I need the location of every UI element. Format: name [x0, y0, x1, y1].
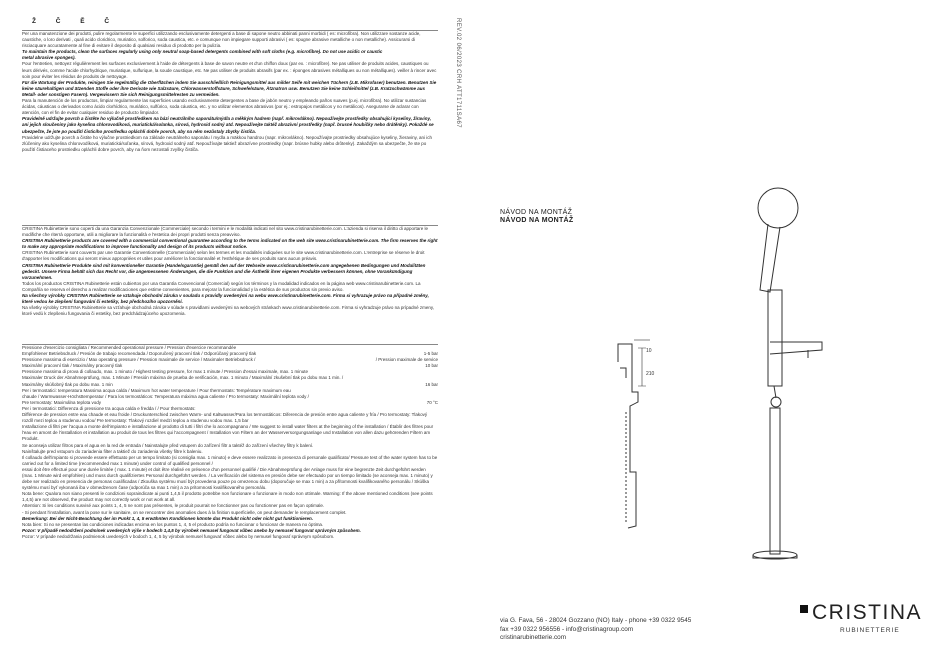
install-paragraph: Nainštalujte pred vstupom do zariadenia filter a taktiež do zariadenia všetky filtre k baleniu.	[22, 448, 203, 454]
care-paragraph: metal abrasive sponges).	[22, 55, 76, 61]
manual-title	[500, 209, 573, 225]
base-plate	[753, 555, 797, 558]
spout	[770, 342, 822, 354]
install-paragraph: Se aconseja utilizar filtros para el agua en la red de entrada / Nainstalujte před vstupem do zařízení filtr a taktéž do zařízení všechny filtry k balení.	[22, 442, 314, 448]
spec-value: / Pression maximale de service	[375, 357, 438, 363]
install-paragraph: Attention: Si les conditions susvisé aux points 1, 4, 5 ne sont pas présentes, le produit pourrait ne fonctionner pas ou fonctionner pas en façon optimale.	[22, 503, 325, 509]
brand-subtitle: RUBINETTERIE	[840, 627, 900, 634]
spec-label: Pressione d'esercizio consigliata / Recommended operational pressure / Pression d'exercice recommandée	[22, 345, 237, 350]
install-paragraph: - Si pendant l'installation, avant la pose sur le sanitaire, on se rencontrer des anomalies dues à la finition superficielle, on peut demander le remplacement complet.	[22, 509, 347, 515]
care-paragraph: Pravidelne udržujte povrch a čistite ho výlučne prostriedkom na základe neutrálneho saponátu / mydla a mäkkou handrou (napr. mikrovlákno). Nepoužívajte prostriedky obsahujúce kyseliny, žieraviny, ani ich zlúčeniny ako kyselina chlorovodíková, muriatická/soľanka, sírová, hydroxid sodný atď. Nepoužívajte taktiež abrazívne prostriedky (napr. brúsne hubky alebo drôtenky). Zakaždým sa ubezpečte, že ste po použití čistiaceho prostriedku opláchli dobre povrch, aby na ňom nezostali zvyšky čističa.	[22, 134, 433, 152]
install-paragraph: Différence de pression entre eau chaude et eau froide / Druckunterschied zwischen Warm- und Kaltwasser/Para los termostáticos: Diferencia de presión entre agua caliente y fría / Pro termostaty: Tlakový rozdíl mezi teplou a studenou vodou/ Pre termostaty: Tlakový rozdiel medzi teplou a studenou vodou max. 1,5 bar	[22, 412, 428, 424]
warranty-paragraph: CRISTINA Rubinetterie sono coperti da una Garanzia Convenzionale (Commerciale) secondo i termini e le modalità indicati nel sito www.cristinarubinetterie.com. L'azienda si riserva il diritto di apportare le modifiche che riterrà opportune, utili a migliorare la funzionalità e l'estetica dei propri prodotti senza preavviso.	[22, 226, 429, 238]
install-paragraph: Pozor: V prípade nedodržania podmienok uvedených v bodoch 1, 4, 5 by výrobok nemusel fungovať vôbec alebo by nemusel fungovať správnym spôsobom.	[22, 533, 335, 539]
care-text	[22, 31, 438, 153]
warranty-paragraph: Na všechny výrobky CRISTINA Rubinetterie se vztahuje obchodní záruka v souladu s pravidly uvedenými na webu www.cristinarubinetterie.com. Firma si vyhrazuje právo na případné změny, které vedou ke zlepšení fungování či estetiky, bez předchozího upozornění.	[22, 293, 429, 305]
care-paragraph: Pravidelně udržujte povrch a čistěte ho výlučně prostředkem na bázi neutrálního saponátu/mýdla a měkkým hadrem (např. mikrovlákno). Nepoužívejte prostředky obsahující kyseliny, žíraviny, ani jejich sloučeniny jako kyselina chlorovodíková, muriatická/solanka, sírová, hydroxid sodný atd. Nepoužívejte taktéž abrazivní prostředky (např. brusné houbičky nebo drátěnky). Pokaždé se ubezpečte, že jste po použití čisticího prostředku opláchli dobře povrch, aby na něm nezůstaly zbytky čističa.	[22, 116, 434, 134]
dimension-lines	[634, 340, 650, 386]
warranty-paragraph: CRISTINA Rubinetterie products are covered with a commercial conventional guarantee according to the terms indicated on the web site www.cristinarubinetterie.com. The firm reserves the right to make any appropriate modifications to improve functionality and design of its products without notice.	[22, 238, 438, 250]
warranty-text	[22, 226, 438, 317]
spec-label: Pre termostaty: Maximálna teplota vody	[22, 399, 102, 405]
install-paragraph: Nota bene: Qualora non siano presenti le condizioni sopraindicate ai punti 1,4,5 il prodotto potrebbe non funzionare o funzionare in modo non ottimale. Warning: If the above mentioned conditions (see points 1,4,5) are not observed, the product may not correctly work or not work at all.	[22, 491, 433, 503]
spec-value: 1-5 bar	[423, 351, 438, 357]
spec-label: Maximální pracovní tlak / Maximálny pracovný tlak	[22, 363, 123, 369]
care-paragraph: Pour l'entretien, nettoyez régulièrement les surfaces exclusivement à l'aide de détergents à base de savon neutre et d'un chiffon doux (par ex. : microfibre). Ne pas utiliser de produits acides, caustiques ou leurs dérivés, comme l'acide chlorhydrique, muriatique, sulfurique, la soude caustique, etc. Ne pas utiliser de produits abrasifs (par ex. : éponges abrasives métalliques ou non métalliques). veiller à rincer avec soin pour éviter les résidus de produits de nettoyage.	[22, 61, 437, 79]
dim-label-b: 10	[646, 348, 652, 354]
side-elevation	[618, 344, 638, 528]
install-paragraph: Bemerkung: Bei der Nicht-Beachtung der im Punkt 1, 4, 5 erwähnten Konditionen könnte das Produkt nicht oder nicht gut funktionieren.	[22, 515, 314, 521]
address-line-3: cristinarubinetterie.com	[500, 634, 567, 641]
warranty-paragraph: CRISTINA Rubinetterie Produkte sind mit konventioneller Garantie (Handelsgarantie) gemäß den auf der Webseite www.cristinarubinetterie.com angegebenen Bedingungen und Modalitäten gedeckt. Unsere Firma behält sich das Recht vor, die angemessenen Änderungen, die die Funktion und die Ästhetik ihrer eigenen Produkte verbessern können, ohne Vorankündigung vorzunehmen.	[22, 262, 426, 280]
install-paragraph: Il collaudo dell'impianto si provvede essere effettuato per un tempo limitato (si consiglia max. 1 minuto) e deve essere realizzato in presenza di personale qualificato/ Pressure test of the water system has to be carried out for a limited time (recommended max 1 minute) under control of qualified personnel /	[22, 454, 438, 466]
side-detail	[620, 368, 626, 378]
care-section	[22, 30, 438, 153]
spec-label: Pressione massima di prova di collaudo, max. 1 minuto / Highest testing pressure, for max 1 minute / Pression d'essai maximale, max. 1 minute	[22, 369, 308, 375]
spec-value: 10 bar	[425, 363, 438, 369]
address-line-2: fax +39 0322 956556 - info@cristinagroup.com	[500, 625, 634, 633]
care-paragraph: Per una manutenzione dei prodotti, pulire regolarmente le superfici utilizzando esclusivamente detergenti a base di sapone neutro abbinati panni morbidi ( es: microfibra). Non utilizzare sostanze acide, caustiche, o loro derivati , quali acido cloridrico, muriatico, solforico, soda caustica, etc. e comunque non impiegare supporti abrasivi ( es: spugne abrasive metalliche o non metalliche). Assicurarsi di risciacquare accuratamente al fine di evitare il deposito di qualsiasi residuo di prodotto per la pulizia.	[22, 31, 421, 49]
language-header: Ž Č Ě Č	[32, 18, 119, 25]
spec-value: 70 °C	[426, 399, 438, 405]
install-notes	[22, 406, 438, 540]
install-paragraph: Installazione di filtri per l'acqua a monte dell'impianto e installazione al prodotto di tutti i filtri che lo accompagnano / We suggest to install water filters at the beginning of the installation / Établir des filtres pour l'eau en amont de l'installation et installation au produit de tous les filtres qui l'accompagnent / Installation von Filtern an der Wasserversorgungsanlage und Installation von allen dazu gehörenden Filtern am Produkt.	[22, 424, 434, 442]
company-address	[500, 617, 691, 643]
install-paragraph: Per i termostatici: Differenza di pressione tra acqua calda e fredda / / Pour thermostats:	[22, 405, 196, 411]
spec-label: Empfohlener Betriebsdruck / Presión de trabajo recomendada / Doporučený pracovní tlak / Odporúčaný pracovný tlak	[22, 351, 257, 357]
spec-label: chaude / Warmwasser-Höchsttemperatur / Para los termostáticos: Temperatura máxima agua caliente / Pro termostaty: Maximální teplota vody /	[22, 393, 309, 399]
spec-label: Maximálny skúšobný tlak po dobu max. 1 min	[22, 381, 113, 387]
specs-section	[22, 344, 438, 540]
left-text-column	[22, 18, 438, 539]
care-paragraph: Für die Wartung der Produkte, reinigen Sie regelmäßig die Oberflächen indem Sie ausschließlich Reinigungsmittel aus milder Seife mit weichen Tüchern (z.B. Mikrofaser) benutzen. Benutzen Sie keine säurehaltigen und ätzenden Stoffe oder ihre Derivate wie Salzsäure, Chlorwasserstoffsäure, Schwefelsäure, Ätznatron usw. Benutzen Sie keine Schleifmittel (z.B. Kratzschwämme aus Metall- oder sonstigen Fasern). Vergewissern Sie sich Reinigungsmittelresten zu vermeiden.	[22, 79, 437, 97]
logo-square-icon	[800, 605, 808, 613]
care-paragraph: To maintain the products, clean the surfaces regularly using only neutral soap-based detergents combined with soft cloths (e.g. microfibre). Do not use acidic or caustic	[22, 49, 383, 55]
revision-code	[452, 18, 460, 208]
shower-handle	[760, 224, 780, 292]
spec-label: Pressione massima di esercizio / Max operating pressure / Pression maximale de service / Maximaler Betriebsdruck /	[22, 357, 256, 363]
brand-name: CRISTINA	[812, 601, 923, 624]
warranty-paragraph: CRISTINA Rubinetterie sont couverts par une Garantie Conventionnelle (Commerciale) selon les termes et les modalités indiquées sur le site www.cristinarubinetterie.com. L'entreprise se réserve le droit d'apporter les modifications qui seront mieux appropriées et utiles pour améliorer la fonctionnalité et l'esthétique de ses produits sans aucun préavis.	[22, 250, 425, 262]
address-line-1: via G. Fava, 56 - 28024 Gozzano (NO) Italy - phone +39 0322 9545	[500, 617, 692, 624]
install-paragraph: Pozor: V případě nedodržení podmínek uvedených výše v bodech 1,4,5 by výrobek nemusel fungovat vůbec anebo by nemusel fungovat správným způsobem.	[22, 527, 361, 533]
product-drawing	[590, 172, 840, 572]
hose-fitting	[771, 397, 781, 407]
install-paragraph: essai doit être effectué pour une durée limitée ( max. 1 minute) et doit être réalisé en présence d'un personnel qualifié / Die Abnahmeprüfung der Anlage muss für eine begrenzte Zeit durchgeführt werden (max. 1 Minute wird empfohlen) und muss durch qualifiziertes Personal durchgeführt werden. / La verificación del sistema en presión debe ser efectuado por un tiempo limitado (se aconseja max. 1 minuto) y debe ser realizado en presencia de personas cualificadas / Zkouška systému musí být provedena pouze po omezenou dobu (doporučuje se max 1 min) a za přítomnosti kvalifikovaného personálu / Skúška systému musí byť vykonaná iba v obmedzenom čase (odporúča sa max 1 min) a za prítomnosti kvalifikovaného personálu.	[22, 466, 433, 491]
spec-label: Per i termostatici: temperatura Massima acqua calda / Maximum hot water temperature / Pour thermostats: Température maximum eau	[22, 387, 291, 393]
warranty-paragraph: Na všetky výrobky CRISTINA Rubinetterie sa vzťahuje obchodná záruka v súlade s pravidlami uvedenými na webových stránkach www.cristinarubinetterie.com. Firma si vyhradzuje právo na prípadné zmeny, ktoré vedú k zlepšeniu fungovania či estetiky, bez predchádzajúceho upozornenia.	[22, 305, 435, 317]
warranty-paragraph: Todos los productos CRISTINA Rubinetterie están cubiertos por una Garantía Convencional (Comercial) según los términos y la modalidad indicados en la página web www.cristinarubinetterie.com. La Compañía se reserva el derecho a realizar modificaciones que estime convenientes, para mejorar la funcionalidad y la estética de sus productos sin previo aviso.	[22, 280, 421, 292]
warranty-section	[22, 225, 438, 317]
spec-value: 16 bar	[425, 381, 438, 387]
brand-logo	[800, 602, 922, 634]
title-line-2: NÁVOD NA MONTÁŽ	[500, 217, 574, 224]
hose-connector	[774, 386, 776, 398]
floor-column	[770, 408, 780, 554]
install-paragraph: Nota bien: Si no se presentan las condiciones indicadas encima en los puntos 1, 4, 5 el producto podría no funcionar o funcionar de manera no óptima.	[22, 521, 324, 527]
spec-label: Maximaler Druck der Abnahmeprüfung, max. 1 Minute / Presión máxima de prueba de verificación, max. 1 minuto / Maximální zkušební tlak po dobu max 1 min. /	[22, 375, 344, 381]
mixer-body	[768, 290, 782, 386]
revision-code-text: REV.02 06/2023 CRH ATT1711SA67	[455, 18, 461, 128]
title-line-1: NÁVOD NA MONTÁŽ	[500, 209, 573, 216]
care-paragraph: Para la manutención de los productos, limpiar regularmente las superficies usando exclusivamente detergentes a base de jabón neutro y empleando paños suaves (p.ej. microfibra). No utilizar sustancias ácidas, cáusticas o derivados como ácido clorhídrico, muriático, sulfúrico, soda cáustica, etc. y no utilizar elementos abrasivos (por ej.: estropajos metálicos y no metálicos). Asegurarse de aclarar con atención, con el fin de evitar cualquier residuo de producto limpiador.	[22, 98, 427, 116]
shower-head-circle	[758, 188, 798, 228]
spec-table	[22, 345, 438, 406]
dim-label-a: 210	[646, 371, 655, 377]
